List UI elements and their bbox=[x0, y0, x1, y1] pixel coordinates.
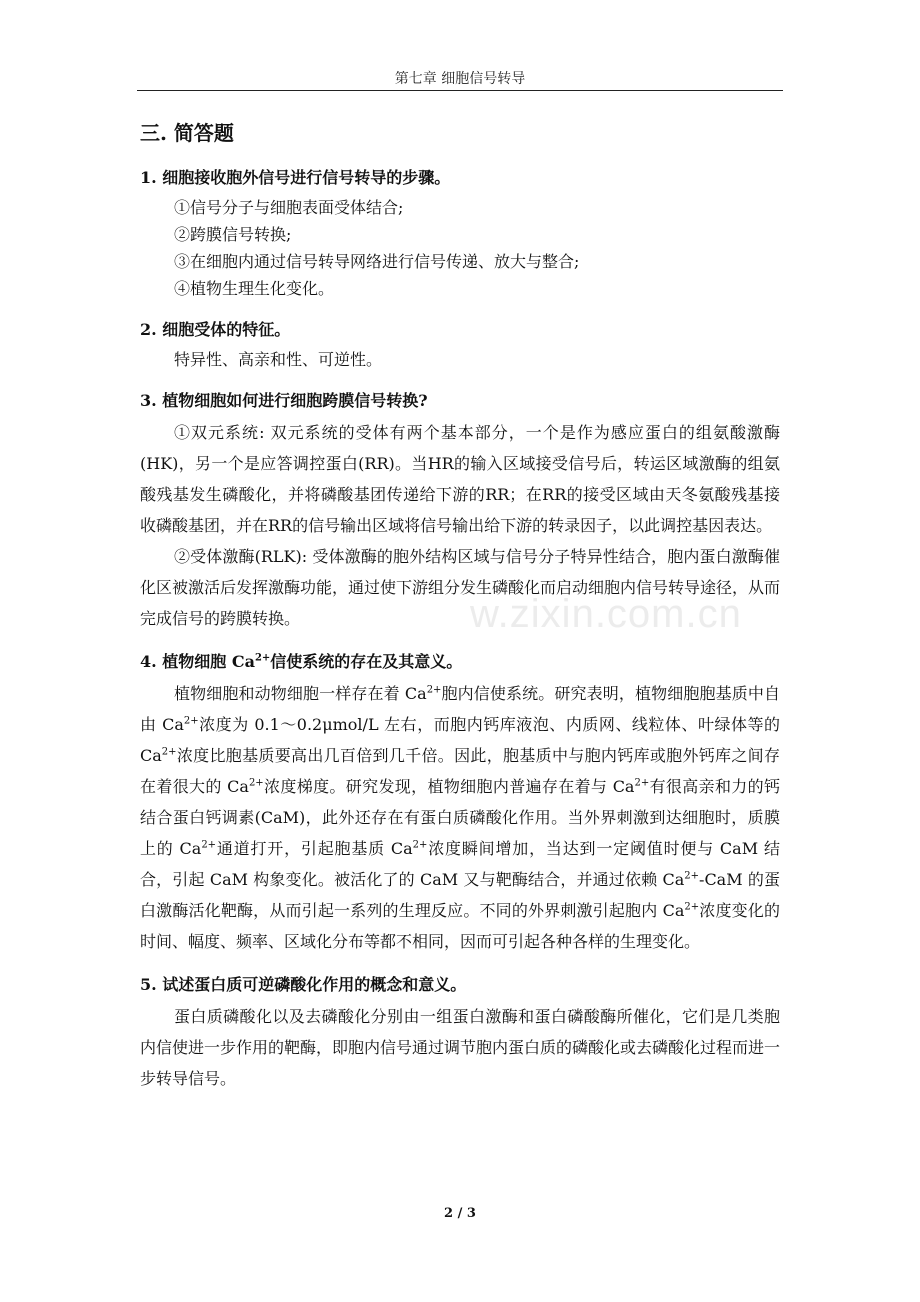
watermark: w.zixin.com.cn bbox=[470, 592, 742, 636]
document-body bbox=[140, 118, 780, 1108]
page-number: 2 / 3 bbox=[444, 1206, 476, 1221]
superscript: 2+ bbox=[684, 870, 700, 882]
answer-paragraph: 蛋白质磷酸化以及去磷酸化分别由一组蛋白激酶和蛋白磷酸酶所催化，它们是几类胞内信使进一步作用的靶酶，即胞内信号通过调节胞内蛋白质的磷酸化或去磷酸化过程而进一步转导信号。 bbox=[140, 1007, 781, 1088]
question-4-title bbox=[140, 648, 780, 676]
question-2-answer bbox=[140, 346, 780, 373]
superscript: 2+ bbox=[634, 777, 650, 789]
answer-paragraph bbox=[140, 678, 780, 957]
text-run: 植物细胞和动物细胞一样存在着 Ca bbox=[174, 684, 427, 703]
title-text: 4. 植物细胞 Ca bbox=[140, 652, 255, 671]
answer-paragraph: ①双元系统: 双元系统的受体有两个基本部分，一个是作为感应蛋白的组氨酸激酶(HK)，另一个是应答调控蛋白(RR)。当HR的输入区域接受信号后，转运区域激酶的组氨酸残基发生磷酸化，并将磷酸基团传递给下游的RR；在RR的接受区域由天冬氨酸残基接收磷酸基团，并在RR的信号输出区域将信号输出给下游的转录因子，以此调控基因表达。 bbox=[140, 423, 780, 535]
question-3 bbox=[140, 387, 780, 634]
page-header: 第七章 细胞信号转导 bbox=[394, 71, 526, 87]
question-2-title: 2. 细胞受体的特征。 bbox=[140, 320, 291, 339]
question-5-title: 5. 试述蛋白质可逆磷酸化作用的概念和意义。 bbox=[140, 975, 467, 994]
text-run: 浓度变化的时间、幅度、频率、区域化分布等都不相同，因而可引起各种各样的生理变化。 bbox=[140, 901, 780, 951]
answer-item: ②跨膜信号转换; bbox=[174, 225, 292, 244]
text-run: 浓度瞬间增加，当达到一定阈值时便与 CaM 结合，引起 CaM 构象变化。被活化了的 CaM 又与靶酶结合，并通过依赖 Ca bbox=[140, 839, 780, 889]
superscript: 2+ bbox=[201, 839, 217, 851]
answer-paragraph: ②受体激酶(RLK): 受体激酶的胞外结构区域与信号分子特异性结合，胞内蛋白激酶催化区被激活后发挥激酶功能，通过使下游组分发生磷酸化而启动细胞内信号转导途径，从而完成信号的跨膜转换。 bbox=[140, 547, 781, 628]
question-3-title: 3. 植物细胞如何进行细胞跨膜信号转换? bbox=[140, 391, 428, 410]
superscript: 2+ bbox=[248, 777, 264, 789]
answer-item: 特异性、高亲和性、可逆性。 bbox=[174, 350, 383, 369]
text-run: 胞内信使系统。研究表明，植物细胞胞基质中自由 Ca bbox=[140, 684, 780, 734]
section-title: 三. 简答题 bbox=[140, 121, 234, 145]
superscript: 2+ bbox=[412, 839, 428, 851]
text-run: 通道打开，引起胞基质 Ca bbox=[216, 839, 413, 858]
text-run: 浓度为 0.1～0.2μmol/L 左右，而胞内钙库液泡、内质网、线粒体、叶绿体等的 Ca bbox=[140, 715, 780, 765]
superscript: 2+ bbox=[426, 684, 442, 696]
text-run: 有很高亲和力的钙结合蛋白钙调素(CaM)，此外还存在有蛋白质磷酸化作用。当外界刺激到达细胞时，质膜上的 Ca bbox=[140, 777, 780, 858]
question-1-title: 1. 细胞接收胞外信号进行信号转导的步骤。 bbox=[140, 168, 451, 187]
superscript: 2+ bbox=[183, 715, 199, 727]
text-run: 浓度比胞基质要高出几百倍到几千倍。因此，胞基质中与胞内钙库或胞外钙库之间存在着很大的 Ca bbox=[140, 746, 780, 796]
question-5 bbox=[140, 971, 780, 1094]
question-1-answer bbox=[140, 194, 780, 302]
superscript: 2+ bbox=[254, 652, 271, 664]
question-1 bbox=[140, 164, 780, 302]
text-run: -CaM 的蛋白激酶活化靶酶，从而引起一系列的生理反应。不同的外界刺激引起胞内 Ca bbox=[140, 870, 780, 920]
header-divider bbox=[137, 90, 783, 91]
answer-item: ④植物生理生化变化。 bbox=[174, 279, 335, 298]
question-4 bbox=[140, 648, 780, 957]
superscript: 2+ bbox=[161, 746, 177, 758]
superscript: 2+ bbox=[684, 901, 700, 913]
text-run: 浓度梯度。研究发现，植物细胞内普遍存在着与 Ca bbox=[263, 777, 635, 796]
title-text: 信使系统的存在及其意义。 bbox=[270, 652, 463, 671]
answer-item: ①信号分子与细胞表面受体结合; bbox=[174, 198, 404, 217]
answer-item: ③在细胞内通过信号转导网络进行信号传递、放大与整合; bbox=[174, 252, 580, 271]
question-2 bbox=[140, 316, 780, 373]
